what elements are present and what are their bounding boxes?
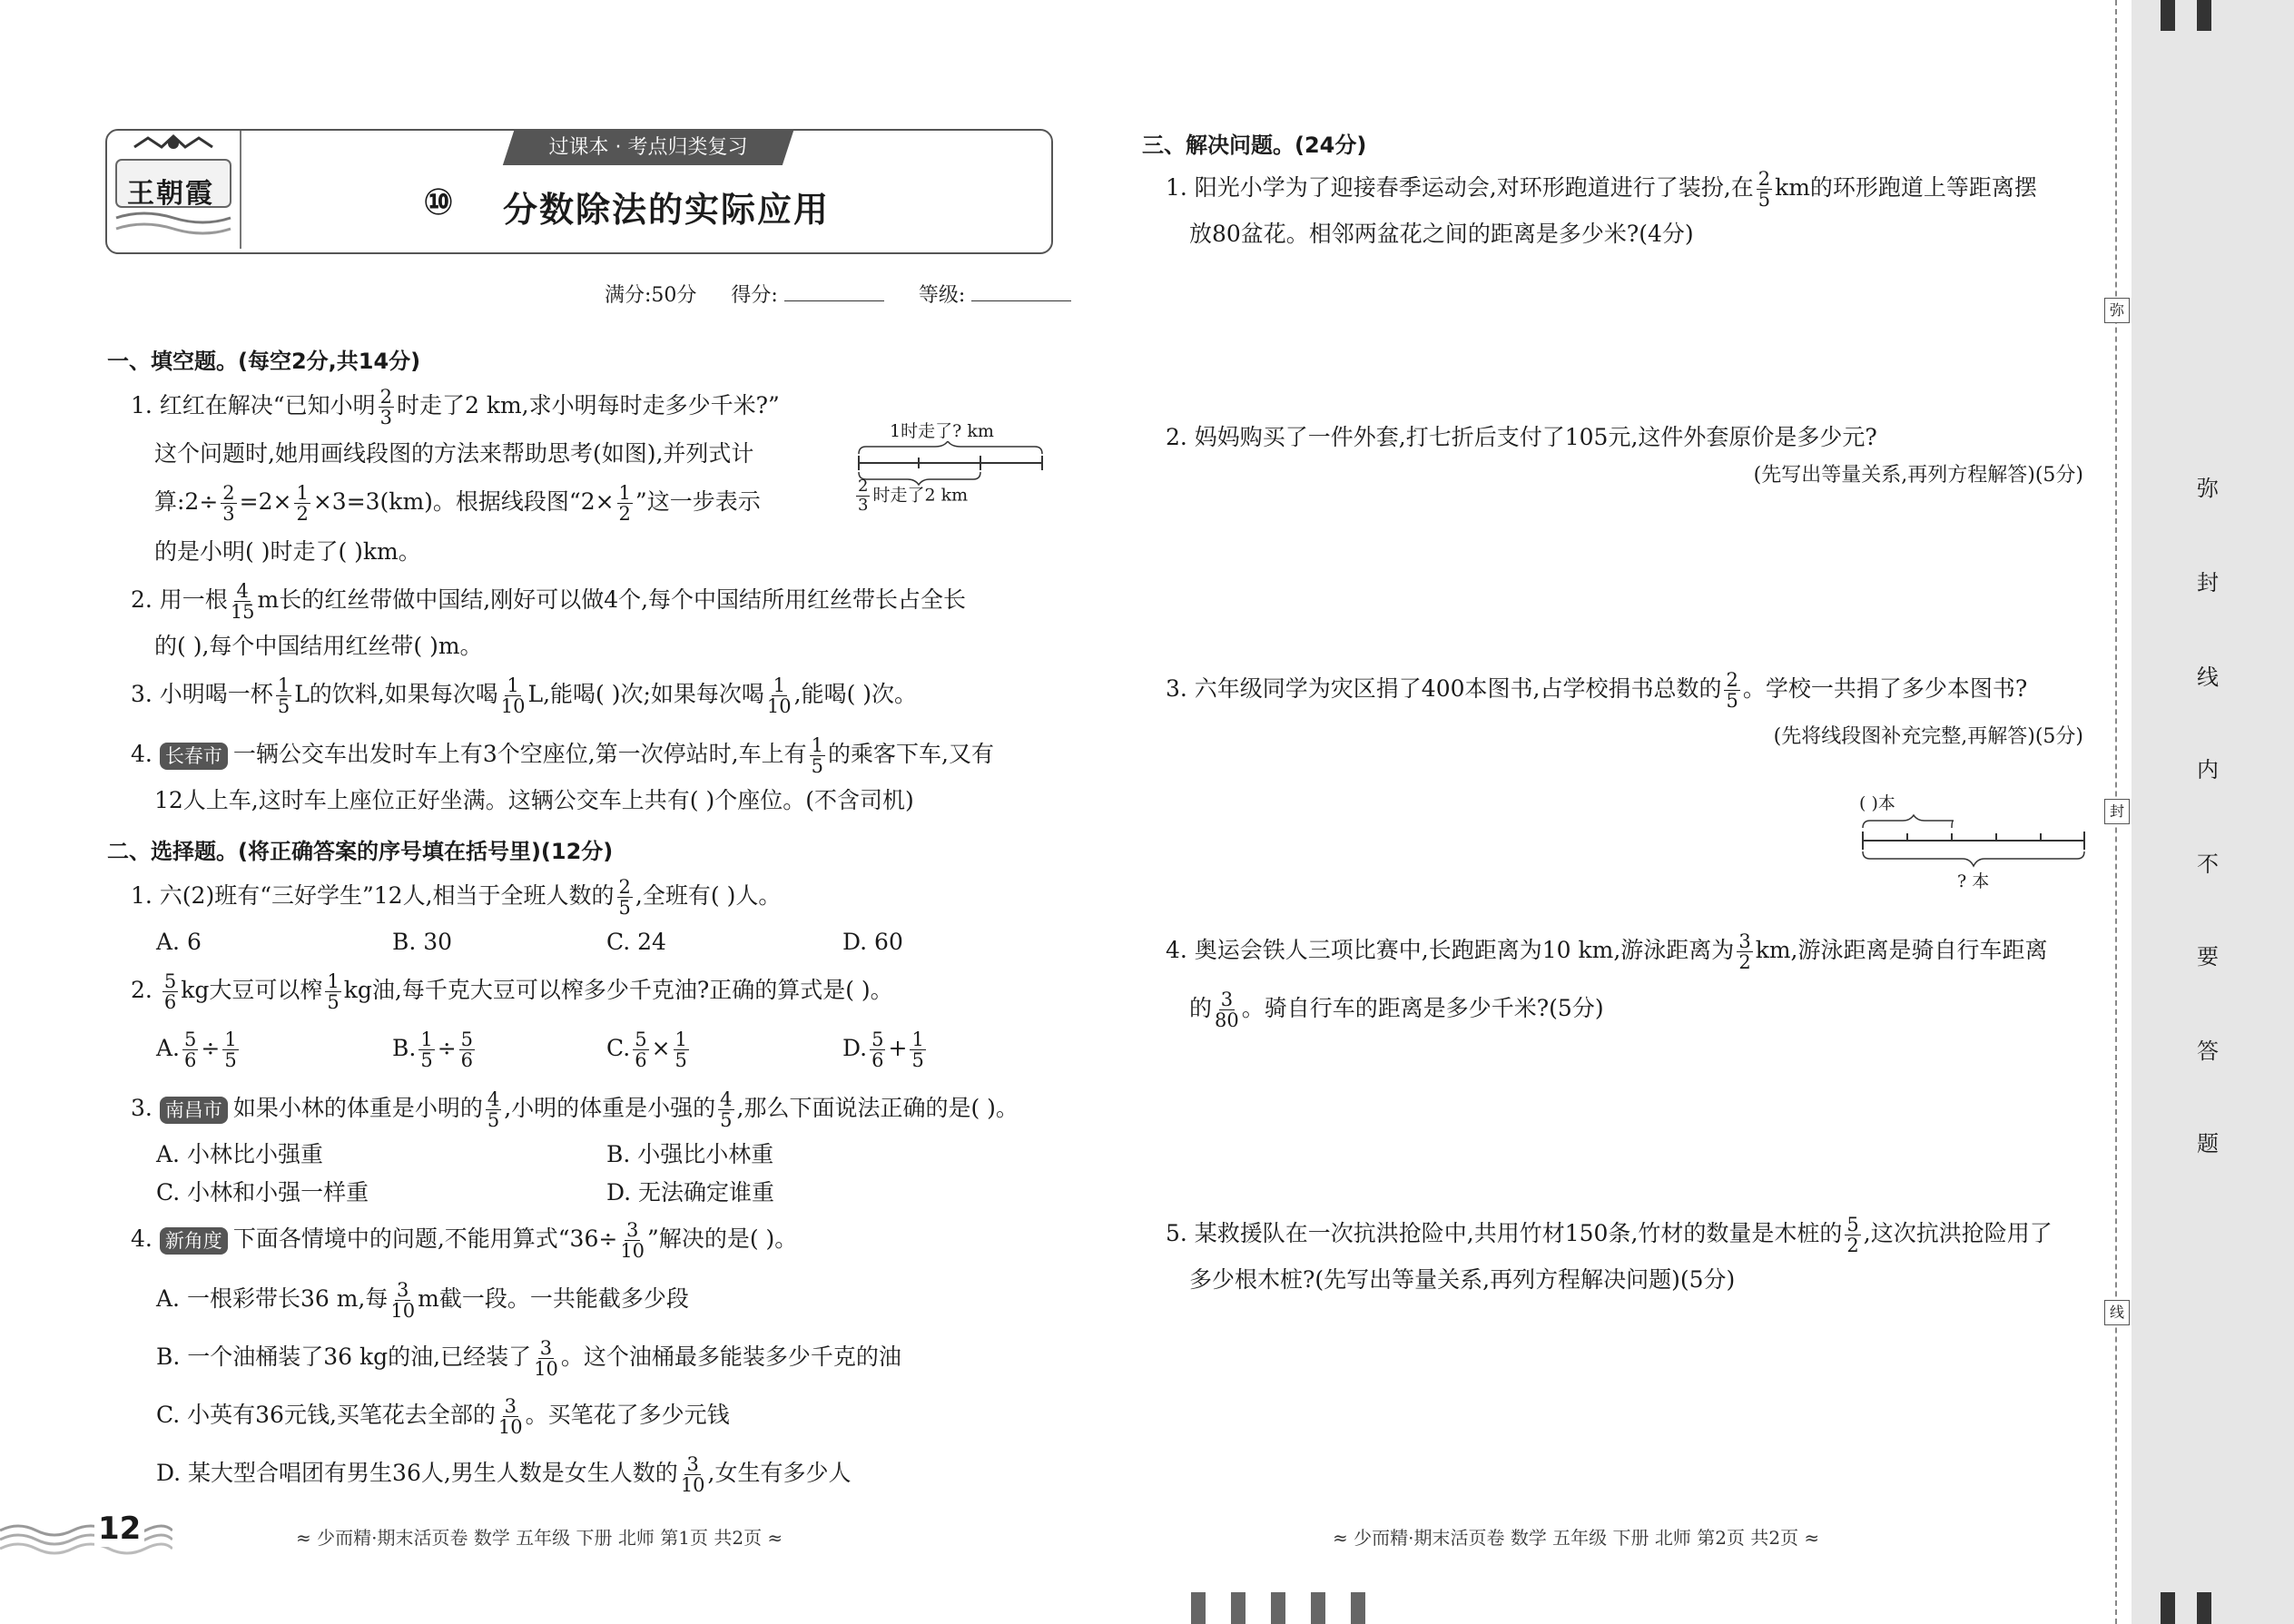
s3-p4-line2: 的 $\frac{3}{80}$ 。骑自行车的距离是多少千米?(5分) [1189,989,1604,1031]
section3-title: 三、解决问题。(24分) [1142,133,1367,158]
logo-text: 王朝霞 [127,178,214,210]
s1-q4-line1: 4. 长春市 一辆公交车出发时车上有3个空座位,第一次停站时,车上有 $\frac{1}{5}$ 的乘客下车,又有 [131,734,994,777]
strip-char: 题 [2197,1131,2219,1156]
lesson-number: ⑩ [423,182,454,223]
s1-q2-line2: 的( ),每个中国结用红丝带( )m。 [154,633,483,659]
strip-char: 弥 [2197,476,2219,501]
strip-char: 内 [2197,757,2219,782]
s3-p5-line2: 多少根木桩?(先写出等量关系,再列方程解决问题)(5分) [1189,1266,1736,1293]
strip-char: 答 [2197,1038,2219,1064]
p3-diagram-bottom-label: ? 本 [1957,871,1990,891]
s3-p1-line1: 1. 阳光小学为了迎接春季运动会,对环形跑道进行了装扮,在 $\frac{2}{5}$ km的环形跑道上等距离摆 [1166,168,2037,211]
grade-label: 等级: [918,284,966,307]
region-tag: 长春市 [160,743,228,770]
print-bar [1191,1592,1206,1624]
diagram-bottom-label: 时走了2 km [872,485,969,506]
full-marks: 满分:50分 [605,284,697,307]
print-bar [1351,1592,1365,1624]
s2-q4-option-a[interactable]: A. 一根彩带长36 m,每 $\frac{3}{10}$ m截一段。一共能截多少段 [156,1279,689,1322]
s2-q4-option-c[interactable]: C. 小英有36元钱,买笔花去全部的 $\frac{3}{10}$ 。买笔花了多少元钱 [156,1395,730,1438]
s2-q2: 2. $\frac{5}{6}$ kg大豆可以榨 $\frac{1}{5}$ kg油,每千克大豆可以榨多少千克油?正确的算式是( )。 [131,970,893,1013]
diagram-top-label: 1时走了? km [890,421,994,441]
page-title: 分数除法的实际应用 [503,190,831,230]
s1-q1-line3: 算:2÷ $\frac{2}{3}$ =2× $\frac{1}{2}$ ×3=3(km)。根据线段图“2× $\frac{1}{2}$ ”这一步表示 [154,482,761,525]
s2-q3-option-d[interactable]: D. 无法确定谁重 [606,1179,775,1206]
s1-q4-line2: 12人上车,这时车上座位正好坐满。这辆公交车上共有( )个座位。(不含司机) [154,787,914,813]
s2-q1-option-d[interactable]: D. 60 [842,929,903,955]
s2-q3-option-a[interactable]: A. 小林比小强重 [156,1141,323,1167]
strip-char: 线 [2197,664,2219,690]
score-blank[interactable] [784,300,884,301]
region-tag: 南昌市 [160,1097,228,1124]
s3-p5-line1: 5. 某救援队在一次抗洪抢险中,共用竹材150条,竹材的数量是木桩的 $\frac{5}{2}$ ,这次抗洪抢险用了 [1166,1214,2053,1256]
s2-q3-option-b[interactable]: B. 小强比小林重 [606,1141,774,1167]
strip-bar [2161,0,2175,31]
p3-diagram-top-label: ( )本 [1859,793,1895,813]
s3-p2-note: (先写出等量关系,再列方程解答)(5分) [1753,464,2083,487]
binding-strip [2132,0,2294,1624]
s2-q1-option-a[interactable]: A. 6 [156,929,202,955]
footer-left: ≈ 少而精·期末活页卷 数学 五年级 下册 北师 第1页 共2页 ≈ [296,1527,783,1549]
binding-box-char: 线 [2104,1300,2130,1325]
s2-q4-option-d[interactable]: D. 某大型合唱团有男生36人,男生人数是女生人数的 $\frac{3}{10}$ ,女生有多少人 [156,1453,852,1496]
strip-bar [2161,1592,2175,1624]
s3-p1-line2: 放80盆花。相邻两盆花之间的距离是多少米?(4分) [1189,221,1694,247]
s3-p2-line1: 2. 妈妈购买了一件外套,打七折后支付了105元,这件外套原价是多少元? [1166,424,1877,450]
s2-q1: 1. 六(2)班有“三好学生”12人,相当于全班人数的 $\frac{2}{5}$ ,全班有( )人。 [131,876,782,919]
s1-q1-line4: 的是小明( )时走了( )km。 [154,538,421,565]
q1-segment-diagram: 1时走了? km $\frac{2}{3}$ 时走了2 km [853,414,1053,532]
logo-badge [107,131,241,249]
new-angle-tag: 新角度 [160,1227,228,1255]
print-bar [1231,1592,1245,1624]
s1-q1-line1: 1. 红红在解决“已知小明 $\frac{2}{3}$ 时走了2 km,求小明每时走多少千米?” [131,386,780,428]
s2-q2-option-d[interactable]: D. $\frac{5}{6}$ + $\frac{1}{5}$ [842,1029,924,1071]
page-number: 12 [94,1511,144,1547]
s1-q2-line1: 2. 用一根 $\frac{4}{15}$ m长的红丝带做中国结,刚好可以做4个,每个中国结所用红丝带长占全长 [131,580,967,623]
s2-q1-option-b[interactable]: B. 30 [392,929,453,955]
banner-label: 过课本 · 考点归类复习 [548,136,748,159]
print-bar [1271,1592,1285,1624]
fraction: $\frac{2}{3}$ [379,386,392,428]
s2-q2-option-b[interactable]: B. $\frac{1}{5}$ ÷ $\frac{5}{6}$ [392,1029,474,1071]
s1-q1-line2: 这个问题时,她用画线段图的方法来帮助思考(如图),并列式计 [154,440,754,467]
s2-q3-option-c[interactable]: C. 小林和小强一样重 [156,1179,369,1206]
s3-p3-note: (先将线段图补充完整,再解答)(5分) [1773,725,2083,748]
strip-char: 不 [2197,851,2219,877]
s2-q3: 3. 南昌市 如果小林的体重是小明的 $\frac{4}{5}$ ,小明的体重是小强的 $\frac{4}{5}$ ,那么下面说法正确的是( )。 [131,1088,1019,1131]
p3-segment-diagram [1856,790,2092,899]
s3-p3-line1: 3. 六年级同学为灾区捐了400本图书,占学校捐书总数的 $\frac{2}{5}$ 。学校一共捐了多少本图书? [1166,669,2028,712]
s2-q2-option-c[interactable]: C. $\frac{5}{6}$ × $\frac{1}{5}$ [606,1029,687,1071]
binding-box-char: 封 [2104,799,2130,824]
footer-right: ≈ 少而精·期末活页卷 数学 五年级 下册 北师 第2页 共2页 ≈ [1333,1527,1820,1549]
s1-q3: 3. 小明喝一杯 $\frac{1}{5}$ L的饮料,如果每次喝 $\frac{1}{10}$ L,能喝( )次;如果每次喝 $\frac{1}{10}$ ,能喝( )次。 [131,674,918,717]
wave-decoration-icon [0,1514,172,1560]
s2-q4-option-b[interactable]: B. 一个油桶装了36 kg的油,已经装了 $\frac{3}{10}$ 。这个油桶最多能装多少千克的油 [156,1337,901,1380]
binding-box-char: 弥 [2104,298,2130,323]
s2-q2-option-a[interactable]: A. $\frac{5}{6}$ ÷ $\frac{1}{5}$ [156,1029,237,1071]
s3-p4-line1: 4. 奥运会铁人三项比赛中,长跑距离为10 km,游泳距离为 $\frac{3}{2}$ km,游泳距离是骑自行车距离 [1166,930,2048,973]
section2-title: 二、选择题。(将正确答案的序号填在括号里)(12分) [107,839,614,864]
strip-char: 封 [2197,570,2219,595]
section1-title: 一、填空题。(每空2分,共14分) [107,349,421,374]
print-bar [1311,1592,1325,1624]
grade-blank[interactable] [971,300,1071,301]
strip-bar [2197,1592,2211,1624]
strip-bar [2197,0,2211,31]
score-label: 得分: [731,284,778,307]
s2-q1-option-c[interactable]: C. 24 [606,929,666,955]
score-line [605,280,1071,308]
strip-char: 要 [2197,944,2219,969]
s2-q4: 4. 新角度 下面各情境中的问题,不能用算式“36÷ $\frac{3}{10}$ ”解决的是( )。 [131,1219,798,1262]
